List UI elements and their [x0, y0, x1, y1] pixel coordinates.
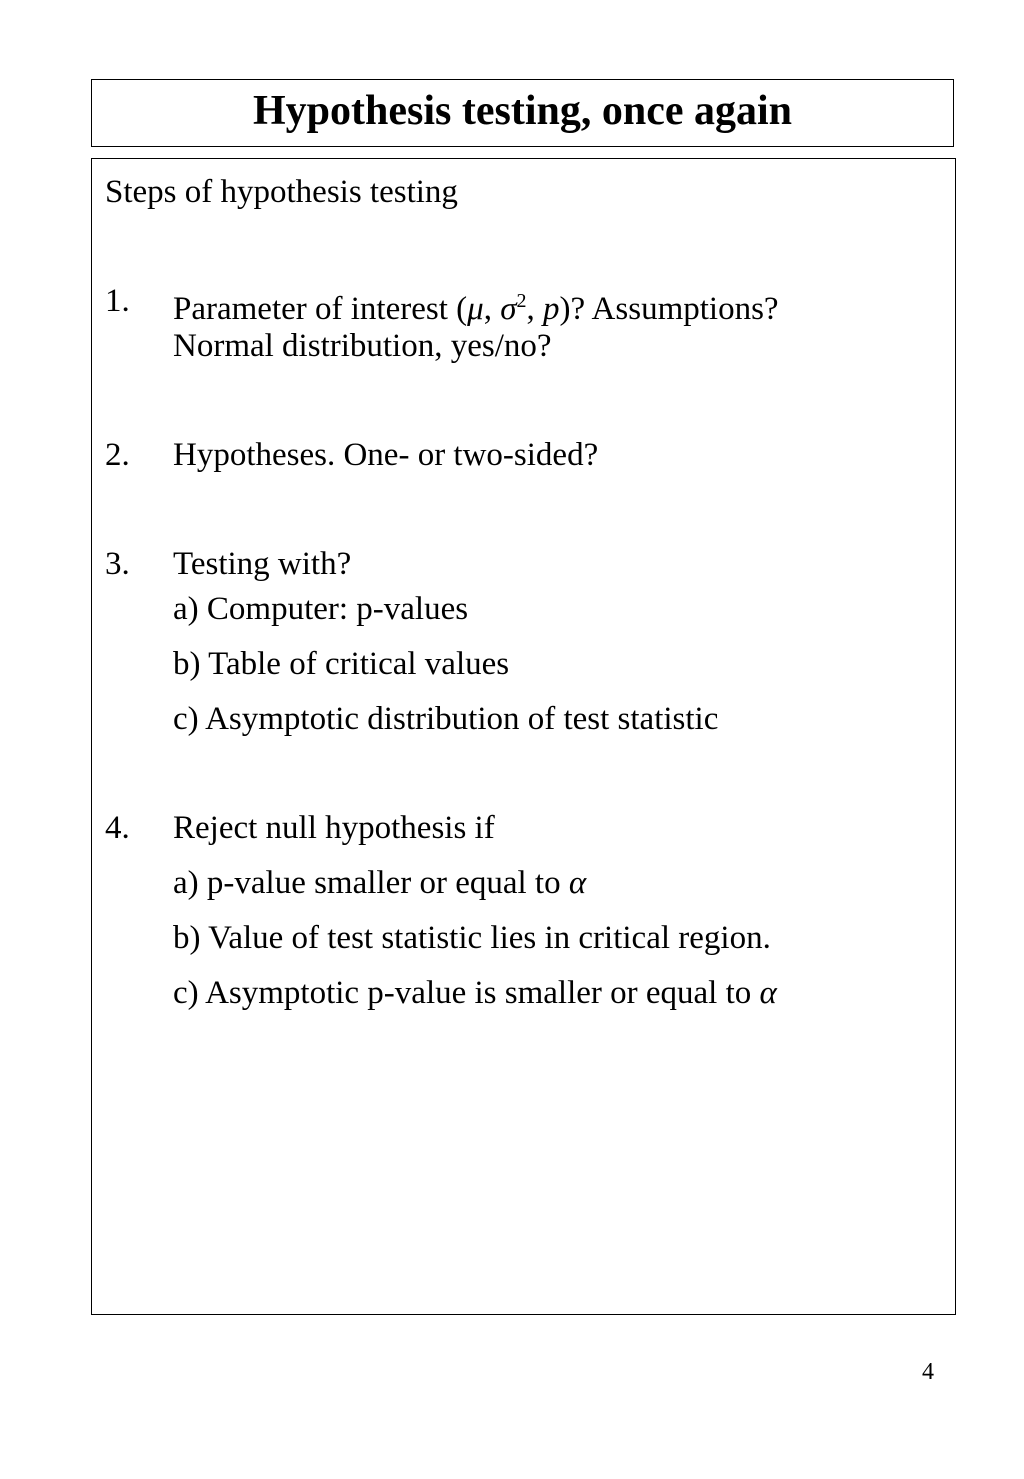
step-1-comma-1: , — [483, 291, 501, 327]
step-1-text-end: )? Assumptions? — [559, 291, 779, 327]
step-3-sub-c: c) Asymptotic distribution of test statistic — [173, 701, 719, 737]
step-4-number: 4. — [105, 810, 130, 846]
slide-title: Hypothesis testing, once again — [252, 88, 793, 134]
step-3-text: Testing with? — [173, 546, 352, 582]
title-box — [91, 79, 954, 147]
step-2-number: 2. — [105, 437, 130, 473]
sigma-symbol: σ — [500, 291, 517, 327]
intro-text: Steps of hypothesis testing — [105, 174, 458, 210]
step-4-sub-c-text: c) Asymptotic p-value is smaller or equal to — [173, 975, 760, 1011]
step-3-sub-b: b) Table of critical values — [173, 646, 510, 682]
step-1-text-start: Parameter of interest ( — [173, 291, 468, 327]
step-4-text: Reject null hypothesis if — [173, 810, 495, 846]
p-symbol: p — [542, 291, 560, 327]
step-3-sub-a: a) Computer: p-values — [173, 591, 469, 627]
step-1-comma-2: , — [526, 291, 543, 327]
step-2-text: Hypotheses. One- or two-sided? — [173, 437, 599, 473]
step-4-sub-b: b) Value of test statistic lies in critical region. — [173, 920, 771, 956]
sigma-exponent: 2 — [516, 290, 527, 312]
step-4-sub-a — [173, 863, 586, 903]
step-3-number: 3. — [105, 546, 130, 582]
content-box — [91, 158, 956, 1315]
alpha-symbol: α — [759, 975, 777, 1011]
step-4-sub-a-text: a) p-value smaller or equal to — [173, 865, 569, 901]
step-1-number: 1. — [105, 283, 130, 319]
page-number: 4 — [922, 1359, 934, 1385]
step-1-line-2: Normal distribution, yes/no? — [173, 328, 552, 364]
alpha-symbol: α — [568, 865, 587, 901]
step-4-sub-c — [173, 973, 777, 1013]
step-1-line-1 — [173, 281, 779, 329]
mu-symbol: μ — [467, 291, 484, 327]
